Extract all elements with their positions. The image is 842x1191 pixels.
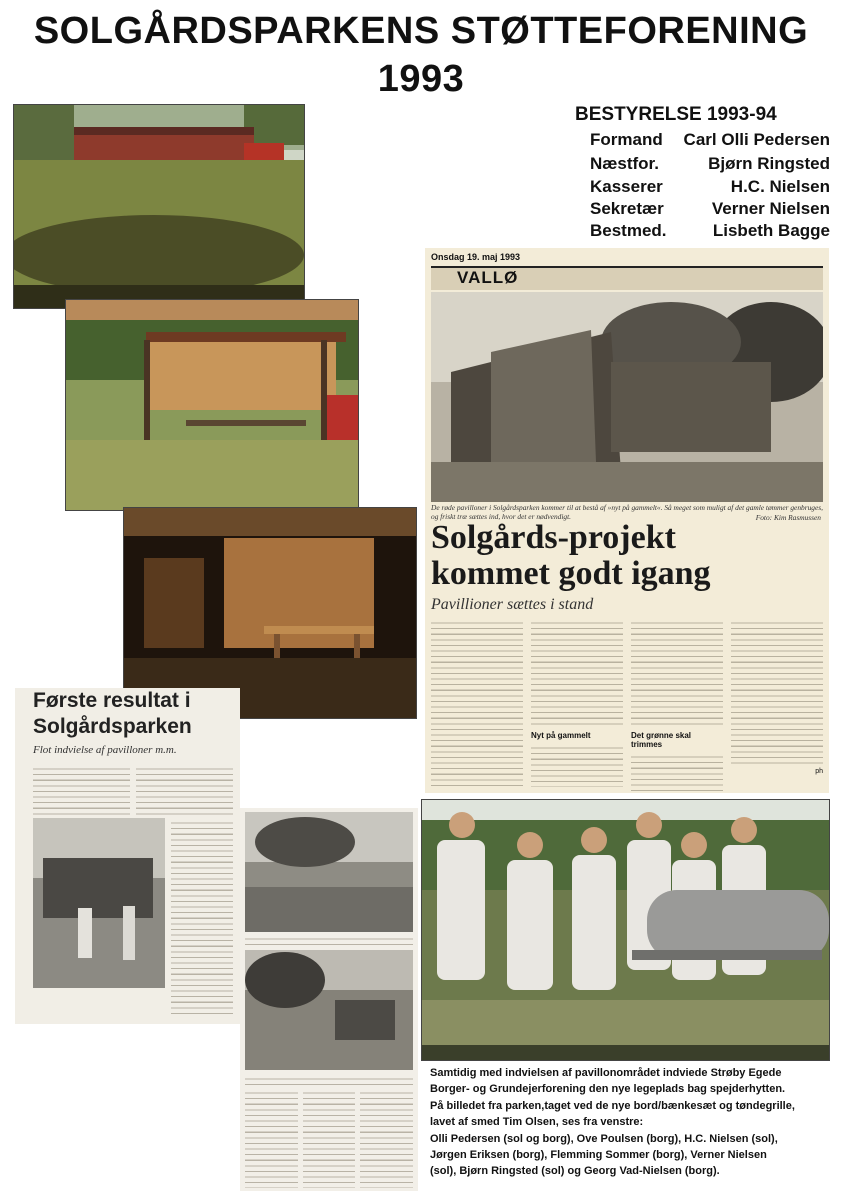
clipping-photo-caption: De røde pavilloner i Solgårdsparken kommer til at bestå af »nyt på gammelt«. Så meget som muligt af det gamle tømmer genbruges, og friskt træ sættes ind, hvor det er nødvendigt. [431,503,823,521]
board-role: Bestmed. [590,221,667,240]
clipping-dateline: Onsdag 19. maj 1993 [431,252,521,262]
caption-line: Samtidig med indvielsen af pavillonområdet indviede Strøby Egede [430,1067,782,1079]
clipping-photo [431,292,823,502]
board-row-chair [560,130,830,150]
photo-field-barns [14,105,304,308]
clipping-left-body-2 [171,818,233,1018]
board-member: Lisbeth Bagge [712,221,830,240]
board-member: H.C. Nielsen [730,177,830,196]
clipping-left-body [33,764,233,816]
clipping-left-photo [33,818,165,988]
clipping-small [240,808,418,1191]
section-bar [431,266,823,290]
section-name: VALLØ [457,268,519,287]
caption-line: På billedet fra parken,taget ved de nye bord/bænkesæt og tøndegrille, [430,1099,795,1112]
clipping-body-columns [431,618,823,786]
group-caption [430,1065,835,1180]
caption-line: Jørgen Eriksen (borg), Flemming Sommer (borg), Verner Nielsen [430,1149,767,1162]
board-row-member [560,221,830,241]
photo-pavilion-open [66,300,358,510]
caption-line: lavet af smed Tim Olsen, ses fra venstre: [430,1116,644,1129]
board-member: Verner Nielsen [711,199,830,218]
clipping-signature: ph [815,768,823,775]
clipping-headline-2: kommet godt igang [431,555,711,592]
clipping-left-headline-1: Første resultat i [33,689,191,712]
clipping-small-body [245,1088,413,1188]
clipping-subhead: Det grønne skal trimmes [631,731,692,749]
clipping-subheadline: Pavillioner sættes i stand [431,596,594,613]
clipping-left [15,688,240,1024]
page-title: SOLGÅRDSPARKENS STØTTEFORENING [33,10,809,52]
board-role: Kasserer [590,177,663,196]
caption-line: (sol), Bjørn Ringsted (sol) og Georg Vad-Nielsen (borg). [430,1165,720,1178]
board-member: Bjørn Ringsted [708,154,830,173]
clipping-left-headline-2: Solgårdsparken [33,715,192,738]
clipping-subhead: Nyt på gammelt [531,731,591,740]
board-role: Næstfor. [590,154,659,173]
board-row-treasurer [560,177,830,197]
clipping-left-subheadline: Flot indvielse af pavilloner m.m. [33,744,177,756]
board-heading: BESTYRELSE 1993-94 [575,104,777,125]
clipping-headline-1: Solgårds-projekt [431,519,676,556]
caption-line: Borger- og Grundejerforening den nye legeplads bag spejderhytten. [430,1083,786,1096]
clipping-main [425,248,829,793]
photo-group [422,800,829,1060]
clipping-photo-credit: Foto: Kim Rasmussen [755,513,821,522]
page-year: 1993 [377,58,465,100]
board-role: Sekretær [590,199,664,218]
photo-pavilion-interior [124,508,416,718]
clipping-small-photo-bottom [245,950,413,1070]
board-row-secretary [560,199,830,219]
board-row-vice [560,154,830,174]
caption-line: Olli Pedersen (sol og borg), Ove Poulsen (borg), H.C. Nielsen (sol), [430,1132,778,1145]
board-role: Formand [590,130,663,149]
board-member: Carl Olli Pedersen [683,130,830,149]
clipping-small-photo-top [245,812,413,932]
